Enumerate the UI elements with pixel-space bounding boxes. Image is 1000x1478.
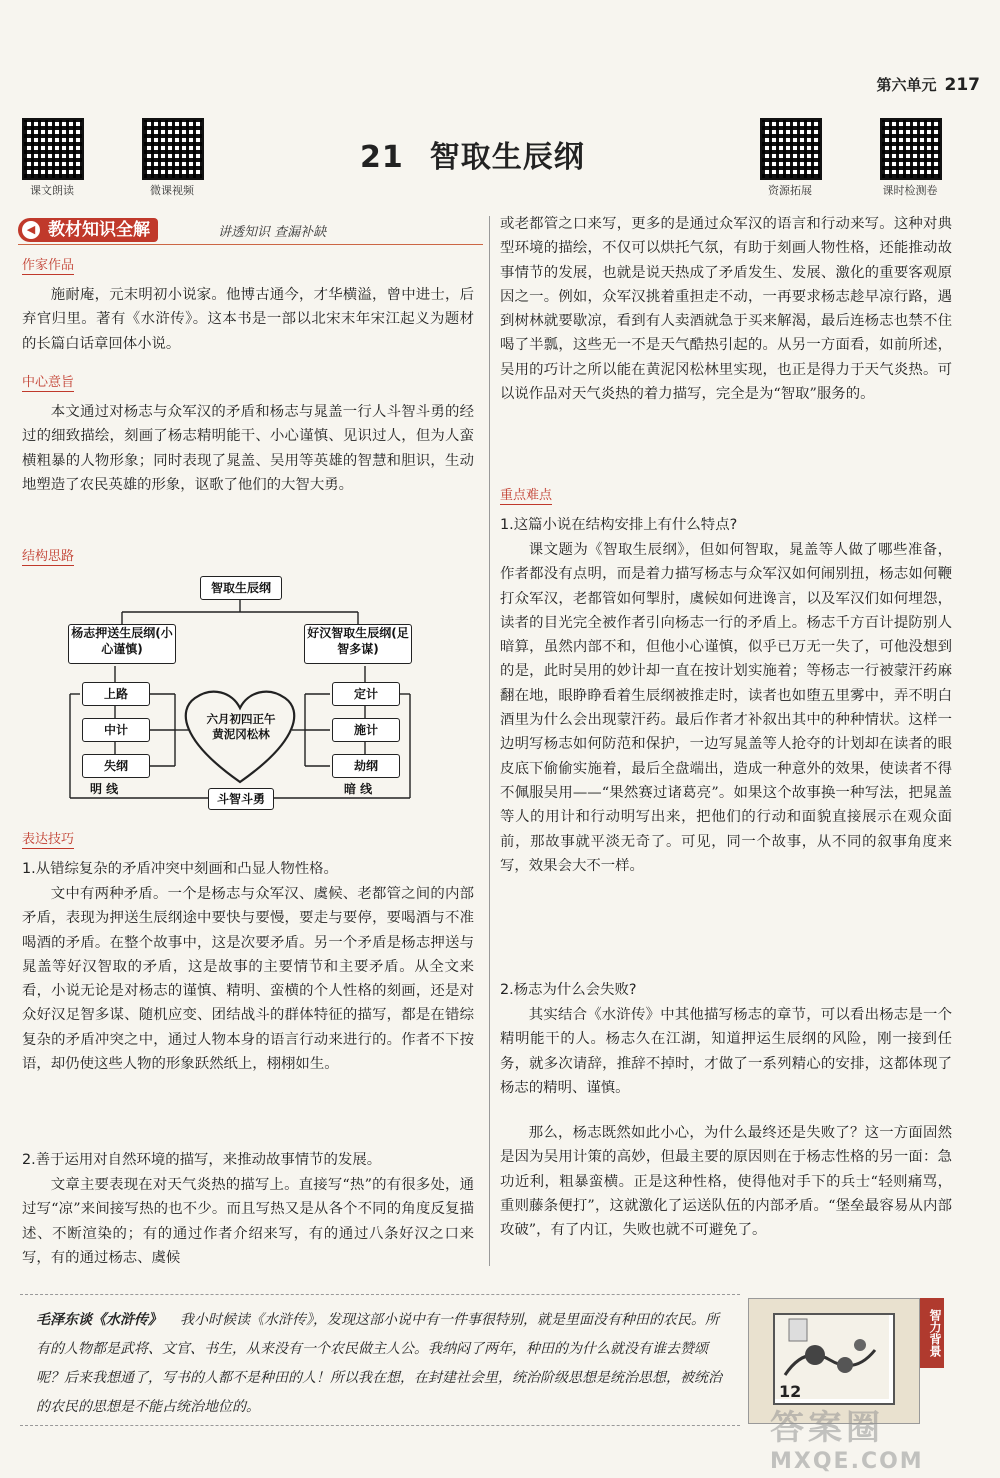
structure-diagram	[60, 570, 420, 815]
expression-question-2: 2.善于运用对自然环境的描写，来推动故事情节的发展。	[22, 1152, 382, 1168]
qr-code-icon[interactable]	[880, 118, 942, 180]
painting-image	[773, 1313, 895, 1405]
banner-title: 教材知识全解	[48, 220, 150, 240]
diagram-left-label: 明 线	[90, 782, 119, 796]
expression-paragraph-2: 文章主要表现在对天气炎热的描写上。直接写“热”的有很多处，通过写“凉”来间接写热的也不少。而且写热又是从各个不同的角度反复描述、不断渲染的；有的通过作者介绍来写，有的通过八条好汉之口来写，有的通过杨志、虞候	[22, 1177, 474, 1266]
footer-body: 我小时候读《水浒传》，发现这部小说中有一件事很特别，就是里面没有种田的农民。所有的人物都是武将、文官、书生，从来没有一个农民做主人公。我纳闷了两年，种田的为什么就没有谁去赞颂呢？后来我想通了，写书的人都不是种田的人！所以我在想，在封建社会里，统治阶级思想是统治思想，被统治的农民的思想是不能占统治地位的。	[36, 1312, 722, 1415]
column-divider	[489, 216, 490, 1266]
theme-paragraph: 本文通过对杨志与众军汉的矛盾和杨志与晁盖一行人斗智斗勇的经过的细致描绘，刻画了杨志精明能干、小心谨慎、见识过人，但为人蛮横粗暴的人物形象；同时表现了晁盖、吴用等英雄的智慧和胆识，生动地塑造了农民英雄的形象，讴歌了他们的大智大勇。	[22, 404, 474, 493]
diagram-root: 智取生辰纲	[200, 576, 282, 600]
section-heading: 重点难点	[500, 488, 553, 503]
diagram-left-top: 杨志押送生辰纲(小心谨慎)	[68, 624, 176, 664]
qr-code-icon[interactable]	[22, 118, 84, 180]
key-paragraph-1: 课文题为《智取生辰纲》，但如何智取，晁盖等人做了哪些准备，作者都没有点明，而是着力描写杨志与众军汉如何闹别扭，杨志如何鞭打众军汉，老都管如何掣肘，虞候如何进谗言，以及军汉们如何埋怨，读者的目光完全被作者引向杨志一行的矛盾上。杨志千方百计提防别人暗算，虽然内部不和，但他小心谨慎，似乎已万无一失了，可他没想到的是，此时吴用的妙计却一直在按计划实施着；等杨志一行被蒙汗药麻翻在地，眼睁睁看着生辰纲被推走时，读者也如堕五里雾中，弄不明白酒里为什么会出现蒙汗药。最后作者才补叙出其中的种种情状。这样一边明写杨志如何防范和保护，一边写晁盖等人抢夺的计划却在读者的眼皮底下偷偷实施着，最后全盘端出，造成一种意外的效果，使读者不得不佩服吴用——“果然赛过诸葛亮”。如果这个故事换一种写法，把晁盖等人的用计和行动明写出来，把他们的行动和面貌直接展示在观众面前，那故事就平淡无奇了。可见，同一个故事，从不同的叙事角度来写，效果会大不一样。	[500, 542, 952, 874]
footer-tag: 智力背景	[920, 1298, 944, 1368]
footer-title: 毛泽东谈《水浒传》	[36, 1312, 162, 1328]
section-banner	[18, 218, 483, 245]
page-number: 217	[944, 75, 980, 95]
key-question-2: 2.杨志为什么会失败?	[500, 982, 637, 998]
diagram-right-step: 劫纲	[332, 754, 400, 778]
author-paragraph: 施耐庵，元末明初小说家。他博古通今，才华横溢，曾中进士，后弃官归里。著有《水浒传》。这本书是一部以北宋末年宋江起义为题材的长篇白话章回体小说。	[22, 287, 474, 352]
right-paragraph-1: 或老都管之口来写，更多的是通过众军汉的语言和行动来写。这种对典型环境的描绘，不仅可以烘托气氛，有助于刻画人物性格，还能推动故事情节的发展，也就是说天热成了矛盾发生、发展、激化的重要客观原因之一。例如，众军汉挑着重担走不动，一再要求杨志趁早凉行路，遇到树林就要歇凉，看到有人卖酒就急于买来解渴，最后连杨志也禁不住喝了半瓢，这些无一不是天气酷热引起的。从另一方面看，如前所述，吴用的巧计之所以能在黄泥冈松林里实现，也正是得力于天气炎热。可以说作品对天气炎热的着力描写，完全是为“智取”服务的。	[500, 216, 952, 403]
qr-label: 微课视频	[150, 184, 194, 197]
qr-label: 资源拓展	[768, 184, 812, 197]
section-heading-author	[22, 254, 74, 273]
diagram-right-label: 暗 线	[344, 782, 373, 796]
watermark-line1: 答案圈	[770, 1408, 884, 1448]
section-heading-theme	[22, 371, 74, 390]
diagram-right-step: 定计	[332, 682, 400, 706]
key-question-1: 1.这篇小说在结构安排上有什么特点?	[500, 517, 738, 533]
key-paragraph-3: 那么，杨志既然如此小心，为什么最终还是失败了？这一方面固然是因为吴用计策的高妙，但最主要的原因则在于杨志性格的另一面：急功近利，粗暴蛮横。正是这种性格，使得他对手下的兵士“轻则痛骂，重则藤条便打”，这就激化了运送队伍的内部矛盾。“堡垒最容易从内部攻破”，有了内讧，失败也就不可避免了。	[500, 1125, 952, 1239]
unit-header	[800, 74, 980, 95]
expression-paragraph-1: 文中有两种矛盾。一个是杨志与众军汉、虞候、老都管之间的内部矛盾，表现为押送生辰纲途中要快与要慢，要走与要停，要喝酒与不准喝酒的矛盾。在整个故事中，这是次要矛盾。另一个矛盾是杨志押送与晁盖等好汉智取的矛盾，这是故事的主要情节和主要矛盾。从全文来看，小说无论是对杨志的谨慎、精明、蛮横的个人性格的刻画，还是对众好汉足智多谋、随机应变、团结战斗的群体特征的描写，都是在错综复杂的矛盾冲突之中，通过人物本身的语言行动来进行的。作者不下按语，却仍使这些人物的形象跃然纸上，栩栩如生。	[22, 886, 474, 1073]
section-heading: 中心意旨	[22, 375, 75, 390]
section-heading: 表达技巧	[22, 832, 75, 847]
footer-text	[36, 1306, 726, 1422]
speaker-icon: ◀	[22, 221, 40, 239]
diagram-center: 六月初四正午黄泥冈松林	[206, 712, 276, 741]
qr-label: 课时检测卷	[882, 184, 938, 197]
stamp-number: 12	[779, 1382, 802, 1401]
lesson-title	[360, 132, 585, 176]
watermark-line2: MXQE.COM	[770, 1449, 924, 1474]
banner-subtitle: 讲透知识 查漏补缺	[218, 225, 327, 240]
diagram-right-top: 好汉智取生辰纲(足智多谋)	[304, 624, 412, 664]
key-paragraph-2: 其实结合《水浒传》中其他描写杨志的章节，可以看出杨志是一个精明能干的人。杨志久在江湖，知道押运生辰纲的风险，刚一接到任务，就多次请辞，推辞不掉时，才做了一系列精心的安排，这都体现了杨志的精明、谨慎。	[500, 1007, 952, 1096]
diagram-bottom: 斗智斗勇	[208, 788, 274, 810]
unit-name: 第六单元	[876, 76, 937, 94]
diagram-left-step: 失纲	[82, 754, 150, 778]
qr-code-icon[interactable]	[142, 118, 204, 180]
section-heading: 作家作品	[22, 258, 75, 273]
lesson-number: 21	[360, 140, 404, 175]
diagram-left-step: 中计	[82, 718, 150, 742]
diagram-left-step: 上路	[82, 682, 150, 706]
section-heading-structure	[22, 545, 74, 564]
qr-code-icon[interactable]	[760, 118, 822, 180]
lesson-name: 智取生辰纲	[429, 140, 585, 175]
expression-question-1: 1.从错综复杂的矛盾冲突中刻画和凸显人物性格。	[22, 861, 338, 877]
watermark	[770, 1400, 990, 1474]
diagram-right-step: 施计	[332, 718, 400, 742]
section-heading-expression	[22, 828, 74, 847]
banner-box	[18, 218, 158, 242]
section-heading: 结构思路	[22, 549, 75, 564]
qr-label: 课文朗读	[30, 184, 74, 197]
section-heading-key	[500, 484, 552, 503]
